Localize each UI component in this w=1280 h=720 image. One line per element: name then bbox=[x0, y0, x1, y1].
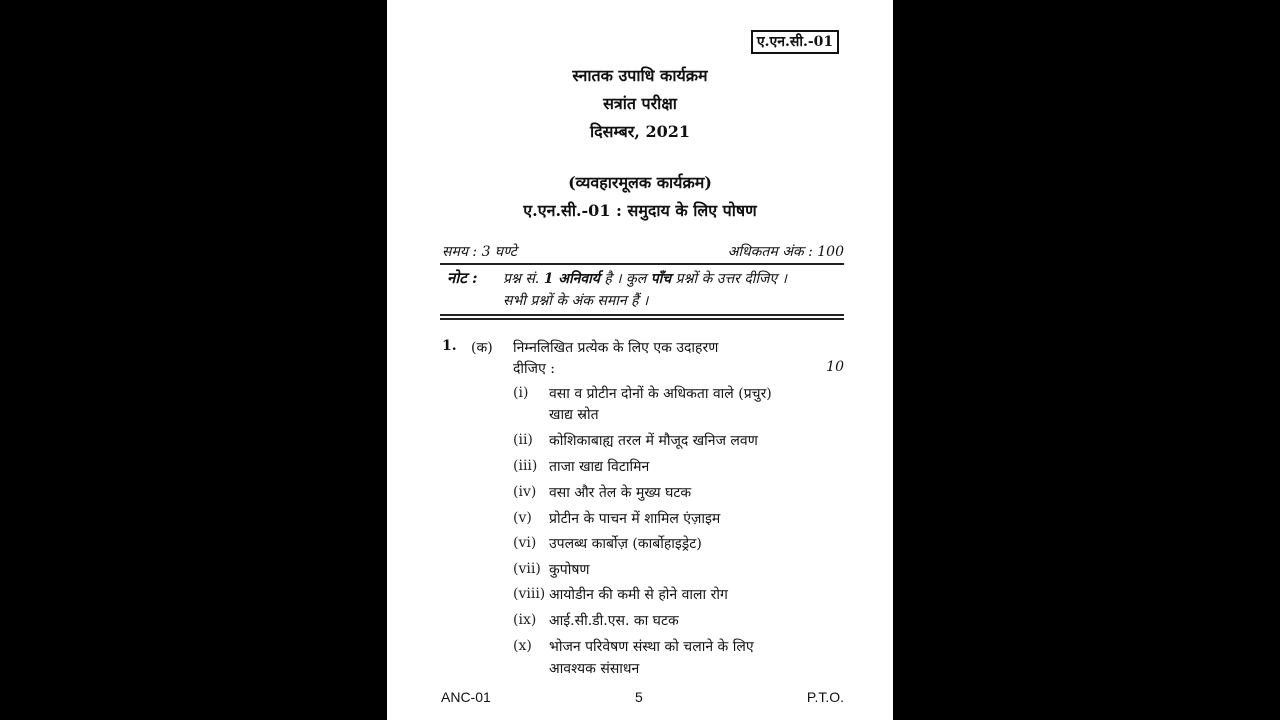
item-text: आई.सी.डी.एस. का घटक bbox=[549, 613, 679, 629]
item-num: (iii) bbox=[513, 458, 538, 474]
note-line-1 bbox=[503, 269, 787, 288]
programme-title: स्नातक उपाधि कार्यक्रम bbox=[572, 66, 708, 85]
item-num: (vi) bbox=[513, 535, 537, 551]
item-text-cont: आवश्यक संसाधन bbox=[549, 661, 640, 677]
note-five: पाँच bbox=[650, 271, 672, 287]
item-text: ताजा खाद्य विटामिन bbox=[549, 459, 650, 475]
item-num: (vii) bbox=[513, 561, 541, 577]
note-compulsory: 1 अनिवार्य bbox=[543, 271, 600, 287]
item-num: (i) bbox=[513, 385, 529, 401]
note-text-a: प्रश्न सं. bbox=[503, 271, 544, 287]
exam-title: सत्रांत परीक्षा bbox=[603, 94, 677, 113]
exam-date: दिसम्बर, 2021 bbox=[589, 122, 690, 141]
item-text: वसा व प्रोटीन दोनों के अधिकता वाले (प्रचुर) bbox=[549, 386, 772, 402]
question-marks: 10 bbox=[826, 359, 844, 375]
footer-course-code: ANC-01 bbox=[441, 689, 491, 705]
question-part: (क) bbox=[471, 340, 493, 356]
time-allowed: समय : 3 घण्टे bbox=[442, 244, 517, 260]
question-text-line-1: निम्नलिखित प्रत्येक के लिए एक उदाहरण bbox=[513, 340, 719, 356]
item-num: (viii) bbox=[513, 586, 546, 602]
footer-page-number: 5 bbox=[635, 689, 643, 705]
divider-double-2 bbox=[440, 318, 844, 320]
item-text: कुपोषण bbox=[549, 562, 590, 578]
paper-code-box: ए.एन.सी.-01 bbox=[751, 30, 839, 54]
item-text: आयोडीन की कमी से होने वाला रोग bbox=[549, 587, 728, 603]
programme-subtitle: (व्यवहारमूलक कार्यक्रम) bbox=[568, 173, 712, 192]
item-text: उपलब्ध कार्बोज़ (कार्बोहाइड्रेट) bbox=[549, 536, 702, 552]
note-text-c: प्रश्नों के उत्तर दीजिए । bbox=[671, 271, 787, 287]
item-text: प्रोटीन के पाचन में शामिल एंज़ाइम bbox=[549, 511, 721, 527]
note-text-b: है । कुल bbox=[599, 271, 651, 287]
exam-paper-page bbox=[387, 0, 893, 720]
item-num: (v) bbox=[513, 510, 532, 526]
question-text-line-2: दीजिए : bbox=[513, 361, 555, 377]
item-num: (x) bbox=[513, 638, 532, 654]
note-line-2: सभी प्रश्नों के अंक समान हैं । bbox=[503, 293, 649, 309]
item-num: (iv) bbox=[513, 484, 537, 500]
item-text: कोशिकाबाह्य तरल में मौजूद खनिज लवण bbox=[549, 433, 758, 449]
question-number: 1. bbox=[442, 338, 457, 354]
footer-pto: P.T.O. bbox=[806, 689, 844, 705]
max-marks: अधिकतम अंक : 100 bbox=[727, 244, 844, 260]
item-num: (ii) bbox=[513, 432, 533, 448]
note-label: नोट : bbox=[447, 269, 478, 287]
divider-top bbox=[440, 263, 844, 265]
item-text-cont: खाद्य स्रोत bbox=[549, 407, 599, 423]
course-title: ए.एन.सी.-01 : समुदाय के लिए पोषण bbox=[523, 201, 757, 220]
item-num: (ix) bbox=[513, 612, 537, 628]
item-text: भोजन परिवेषण संस्था को चलाने के लिए bbox=[549, 639, 754, 655]
divider-double-1 bbox=[440, 314, 844, 316]
item-text: वसा और तेल के मुख्य घटक bbox=[549, 485, 692, 501]
